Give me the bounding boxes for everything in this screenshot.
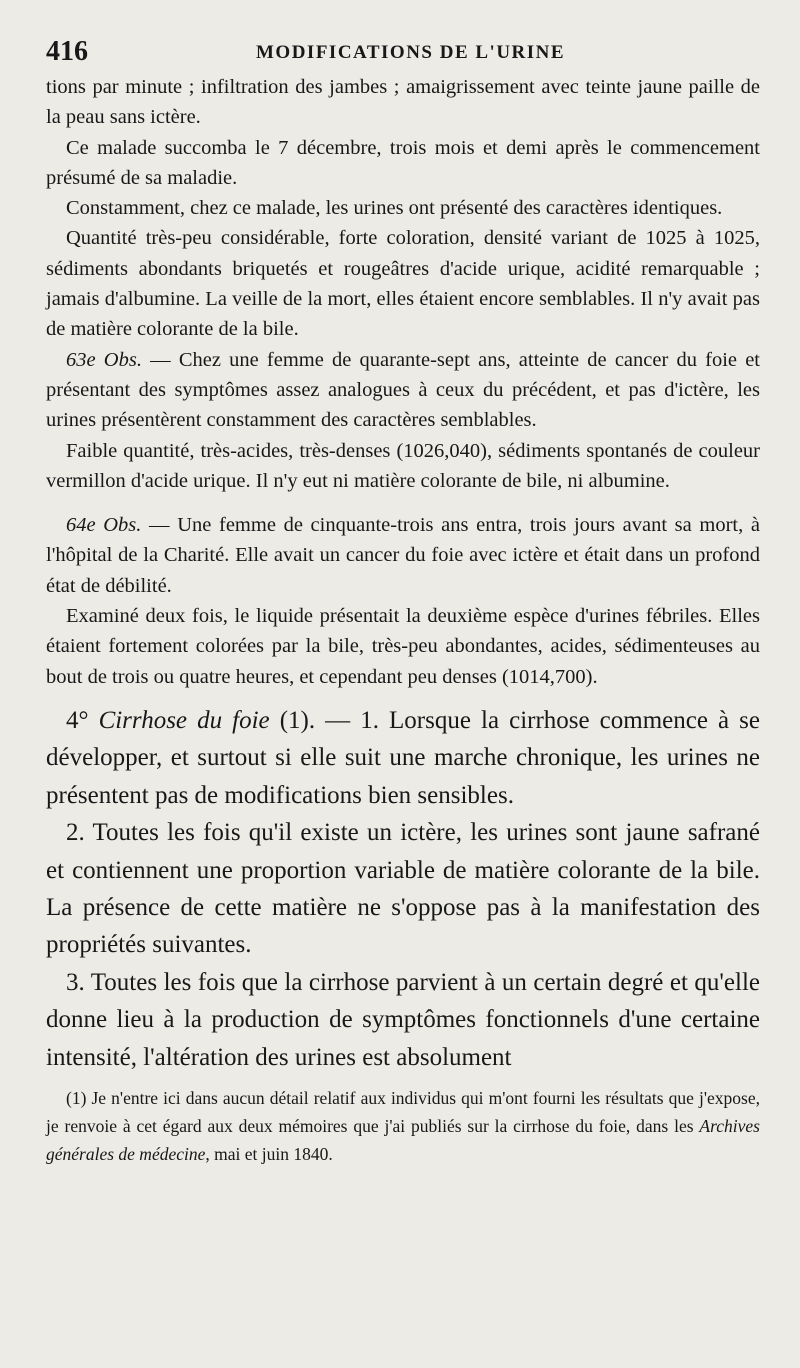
paragraph-text: Examiné deux fois, le liquide présentait la deuxième espèce d'urines fébriles. Elles étaient fortement colorées par la bile, très-peu abondantes, acides, sédimenteuses au bout de trois ou quatre heures, et cependant peu denses (1014,700). [46,605,760,688]
running-head: MODIFICATIONS DE L'URINE [256,42,566,63]
paragraph-text: Constamment, chez ce malade, les urines ont présenté des caractères identiques. [66,197,723,220]
footnote-paragraph [46,1084,760,1168]
paragraph-text: — 1. Lorsque la cirrhose commence à se développer, et surtout si elle suit une marche chronique, les urines ne présentent pas de modifications bien sensibles. [46,706,760,809]
paragraph [46,601,760,692]
section-number: 4° [66,706,89,734]
observation-label: 64e Obs. [66,514,142,537]
page-number: 416 [46,36,88,67]
section-paragraph-1 [46,702,760,814]
paragraph-text: Faible quantité, très-acides, très-denses (1026,040), sédiments spontanés de couleur vermillon d'acide urique. Il n'y eut ni matière colorante de bile, ni albumine. [46,439,760,492]
observation-64 [46,510,760,601]
observation-label: 63e Obs. [66,348,142,371]
section-paragraph-3 [46,964,760,1076]
paragraph [46,72,760,133]
paragraph-text: Ce malade succomba le 7 décembre, trois mois et demi après le commencement présumé de sa maladie. [46,136,760,189]
paragraph-text: Quantité très-peu considérable, forte coloration, densité variant de 1025 à 1025, sédiments abondants briquetés et rougeâtres d'acide urique, acidité remarquable ; jamais d'albumine. La veille de la mort, elles étaient encore semblables. Il n'y avait pas de matière colorante de la bile. [46,227,760,341]
footnote-ref: (1). [279,706,316,734]
paragraph-text: tions par minute ; infiltration des jambes ; amaigrissement avec teinte jaune paille de la peau sans ictère. [46,76,760,129]
paragraph [46,436,760,497]
paragraph [46,223,760,344]
paragraph-text: 2. Toutes les fois qu'il existe un ictère, les urines sont jaune safrané et contiennent une proportion variable de matière colorante de la bile. La présence de cette matière ne s'oppose pas à la manifestation des propriétés suivantes. [46,819,760,959]
body-text [46,72,760,692]
observation-63 [46,345,760,436]
paragraph-text: 3. Toutes les fois que la cirrhose parvient à un certain degré et qu'elle donne lieu à la production de symptômes fonctionnels d'une certaine intensité, l'altération des urines est absolument [46,968,760,1071]
section-paragraph-2 [46,814,760,964]
paragraph [46,193,760,223]
page-header [46,28,760,72]
journal-title: Archives générales de médecine [46,1116,760,1164]
paragraph-text: — Une femme de cinquante-trois ans entra, trois jours avant sa mort, à l'hôpital de la Charité. Elle avait un cancer du foie avec ictère et était dans un profond état de débilité. [46,514,760,597]
section-cirrhose [46,702,760,1076]
paragraph [46,133,760,194]
footnote-text: , mai et juin 1840. [205,1144,333,1164]
section-title: Cirrhose du foie [98,706,270,734]
paragraph-text: — Chez une femme de quarante-sept ans, atteinte de cancer du foie et présentant des symptômes assez analogues à ceux du précédent, et pas d'ictère, les urines présentèrent constamment des caractères semblables. [46,348,761,432]
footnote-text: (1) Je n'entre ici dans aucun détail relatif aux individus qui m'ont fourni les résultats que j'expose, je renvoie à cet égard aux deux mémoires que j'ai publiés sur la cirrhose du foie, dans les [46,1088,760,1136]
footnote [46,1084,760,1168]
